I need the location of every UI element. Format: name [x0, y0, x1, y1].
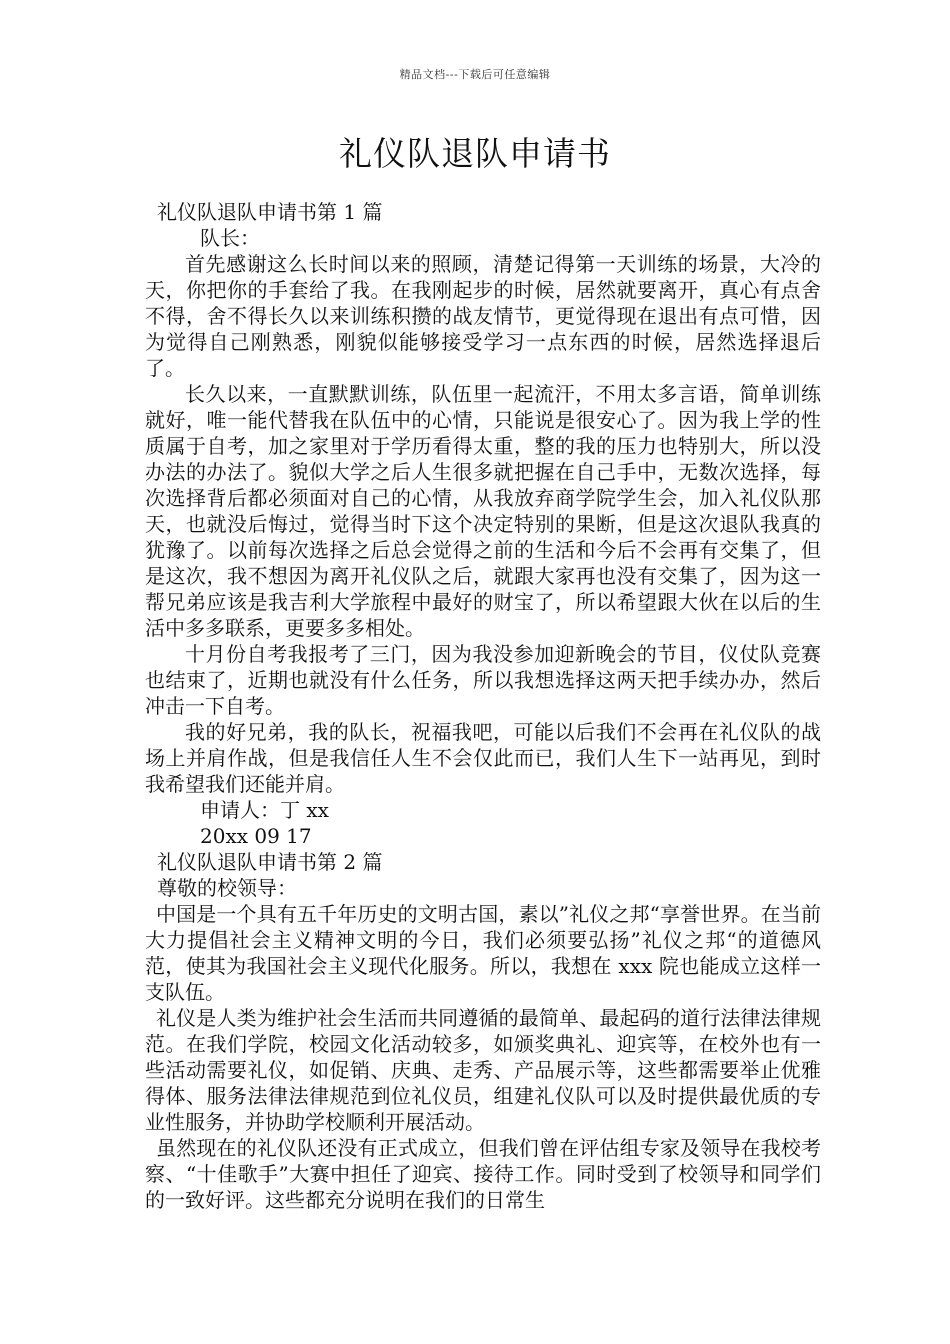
section1-paragraph-3: 十月份自考我报考了三门，因为我没参加迎新晚会的节目，仪仗队竞赛也结束了，近期也就没有什么任务，所以我想选择这两天把手续办办，然后冲击一下自考。	[145, 642, 821, 718]
section1-applicant: 申请人：丁 xx	[200, 798, 329, 822]
header-note: 精品文档---下载后可任意编辑	[399, 68, 551, 81]
document-title: 礼仪队退队申请书	[339, 134, 611, 173]
section1-salutation: 队长：	[200, 226, 260, 250]
document-body	[145, 199, 821, 1213]
section2-paragraph-3: 虽然现在的礼仪队还没有正式成立，但我们曾在评估组专家及领导在我校考察、“十佳歌手”大赛中担任了迎宾、接待工作。同时受到了校领导和同学们的一致好评。这些都充分说明在我们的日常生	[145, 1136, 821, 1212]
section2-paragraph-2: 礼仪是人类为维护社会生活而共同遵循的最简单、最起码的道行法律法律规范。在我们学院，校园文化活动较多，如颁奖典礼、迎宾等，在校外也有一些活动需要礼仪，如促销、庆典、走秀、产品展示等，这些都需要举止优雅得体、服务法律法律规范到位礼仪员，组建礼仪队可以及时提供最优质的专业性服务，并协助学校顺利开展活动。	[145, 1006, 821, 1134]
section2-salutation: 尊敬的校领导：	[157, 876, 297, 900]
section1-date: 20xx 09 17	[200, 824, 312, 848]
section1-paragraph-2: 长久以来，一直默默训练，队伍里一起流汗，不用太多言语，简单训练就好，唯一能代替我在队伍中的心情，只能说是很安心了。因为我上学的性质属于自考，加之家里对于学历看得太重，整的我的压力也特别大，所以没办法的办法了。貌似大学之后人生很多就把握在自己手中，无数次选择，每次选择背后都必须面对自己的心情，从我放弃商学院学生会，加入礼仪队那天，也就没后悔过，觉得当时下这个决定特别的果断，但是这次退队我真的犹豫了。以前每次选择之后总会觉得之前的生活和今后不会再有交集了，但是这次，我不想因为离开礼仪队之后，就跟大家再也没有交集了，因为这一帮兄弟应该是我吉利大学旅程中最好的财宝了，所以希望跟大伙在以后的生活中多多联系，更要多多相处。	[145, 382, 821, 640]
section1-heading: 礼仪队退队申请书第 1 篇	[157, 200, 383, 224]
section1-paragraph-1: 首先感谢这么长时间以来的照顾，清楚记得第一天训练的场景，大冷的天，你把你的手套给了我。在我刚起步的时候，居然就要离开，真心有点舍不得，舍不得长久以来训练积攒的战友情节，更觉得现在退出有点可惜，因为觉得自己刚熟悉，刚貌似能够接受学习一点东西的时候，居然选择退后了。	[145, 252, 821, 380]
section2-paragraph-1: 中国是一个具有五千年历史的文明古国，素以”礼仪之邦“享誉世界。在当前大力提倡社会主义精神文明的今日，我们必须要弘扬”礼仪之邦“的道德风范，使其为我国社会主义现代化服务。所以，我想在 xxx 院也能成立这样一支队伍。	[145, 902, 821, 1004]
section1-paragraph-4: 我的好兄弟，我的队长，祝福我吧，可能以后我们不会再在礼仪队的战场上并肩作战，但是我信任人生不会仅此而已，我们人生下一站再见，到时我希望我们还能并肩。	[145, 720, 821, 796]
section2-heading: 礼仪队退队申请书第 2 篇	[157, 850, 383, 874]
